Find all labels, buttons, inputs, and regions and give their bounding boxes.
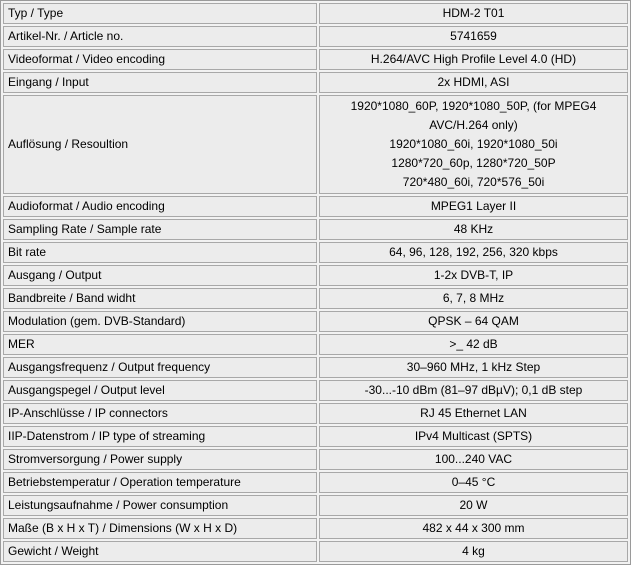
spec-value-bandwidth: 6, 7, 8 MHz <box>319 288 628 309</box>
spec-label-ip-streaming: IIP-Datenstrom / IP type of streaming <box>3 426 317 447</box>
spec-label-power-supply: Stromversorgung / Power supply <box>3 449 317 470</box>
table-row <box>3 472 628 493</box>
spec-label-weight: Gewicht / Weight <box>3 541 317 562</box>
resolution-line: AVC/H.264 only) <box>429 118 518 132</box>
table-row <box>3 219 628 240</box>
table-row <box>3 26 628 47</box>
spec-label-ip-connectors: IP-Anschlüsse / IP connectors <box>3 403 317 424</box>
table-row <box>3 495 628 516</box>
spec-value-sample-rate: 48 KHz <box>319 219 628 240</box>
spec-value-input: 2x HDMI, ASI <box>319 72 628 93</box>
spec-label-output-level: Ausgangspegel / Output level <box>3 380 317 401</box>
spec-value-resolution <box>319 95 628 194</box>
spec-value-type: HDM-2 T01 <box>319 3 628 24</box>
spec-value-power-supply: 100...240 VAC <box>319 449 628 470</box>
spec-label-resolution: Auflösung / Resoultion <box>3 95 317 194</box>
spec-label-sample-rate: Sampling Rate / Sample rate <box>3 219 317 240</box>
spec-value-audio-encoding: MPEG1 Layer II <box>319 196 628 217</box>
table-row <box>3 288 628 309</box>
table-row <box>3 380 628 401</box>
table-row <box>3 311 628 332</box>
resolution-line: 1280*720_60p, 1280*720_50P <box>391 156 556 170</box>
spec-label-output: Ausgang / Output <box>3 265 317 286</box>
spec-value-operation-temperature: 0–45 °C <box>319 472 628 493</box>
spec-value-output-frequency: 30–960 MHz, 1 kHz Step <box>319 357 628 378</box>
table-row <box>3 541 628 562</box>
spec-label-modulation: Modulation (gem. DVB-Standard) <box>3 311 317 332</box>
spec-value-output: 1-2x DVB-T, IP <box>319 265 628 286</box>
spec-label-bandwidth: Bandbreite / Band widht <box>3 288 317 309</box>
table-row <box>3 242 628 263</box>
spec-value-weight: 4 kg <box>319 541 628 562</box>
spec-value-dimensions: 482 x 44 x 300 mm <box>319 518 628 539</box>
spec-label-output-frequency: Ausgangsfrequenz / Output frequency <box>3 357 317 378</box>
table-row <box>3 334 628 355</box>
spec-label-video-encoding: Videoformat / Video encoding <box>3 49 317 70</box>
table-row <box>3 449 628 470</box>
spec-value-bit-rate: 64, 96, 128, 192, 256, 320 kbps <box>319 242 628 263</box>
spec-label-mer: MER <box>3 334 317 355</box>
spec-label-input: Eingang / Input <box>3 72 317 93</box>
table-row <box>3 518 628 539</box>
spec-label-type: Typ / Type <box>3 3 317 24</box>
spec-label-dimensions: Maße (B x H x T) / Dimensions (W x H x D) <box>3 518 317 539</box>
table-row <box>3 95 628 194</box>
spec-label-power-consumption: Leistungsaufnahme / Power consumption <box>3 495 317 516</box>
table-row <box>3 426 628 447</box>
spec-label-article-no: Artikel-Nr. / Article no. <box>3 26 317 47</box>
table-row <box>3 357 628 378</box>
spec-value-ip-streaming: IPv4 Multicast (SPTS) <box>319 426 628 447</box>
resolution-line: 1920*1080_60i, 1920*1080_50i <box>389 137 558 151</box>
table-row <box>3 49 628 70</box>
table-row <box>3 3 628 24</box>
spec-label-audio-encoding: Audioformat / Audio encoding <box>3 196 317 217</box>
table-row <box>3 265 628 286</box>
table-row <box>3 72 628 93</box>
specification-table-body <box>3 3 628 562</box>
spec-label-bit-rate: Bit rate <box>3 242 317 263</box>
table-row <box>3 196 628 217</box>
resolution-line: 1920*1080_60P, 1920*1080_50P, (for MPEG4 <box>350 99 597 113</box>
table-row <box>3 403 628 424</box>
spec-value-article-no: 5741659 <box>319 26 628 47</box>
spec-value-power-consumption: 20 W <box>319 495 628 516</box>
spec-value-output-level: -30...-10 dBm (81–97 dBµV); 0,1 dB step <box>319 380 628 401</box>
spec-value-modulation: QPSK – 64 QAM <box>319 311 628 332</box>
spec-value-video-encoding: H.264/AVC High Profile Level 4.0 (HD) <box>319 49 628 70</box>
spec-label-operation-temperature: Betriebstemperatur / Operation temperature <box>3 472 317 493</box>
spec-value-ip-connectors: RJ 45 Ethernet LAN <box>319 403 628 424</box>
resolution-line: 720*480_60i, 720*576_50i <box>402 175 545 189</box>
spec-value-mer: >_ 42 dB <box>319 334 628 355</box>
